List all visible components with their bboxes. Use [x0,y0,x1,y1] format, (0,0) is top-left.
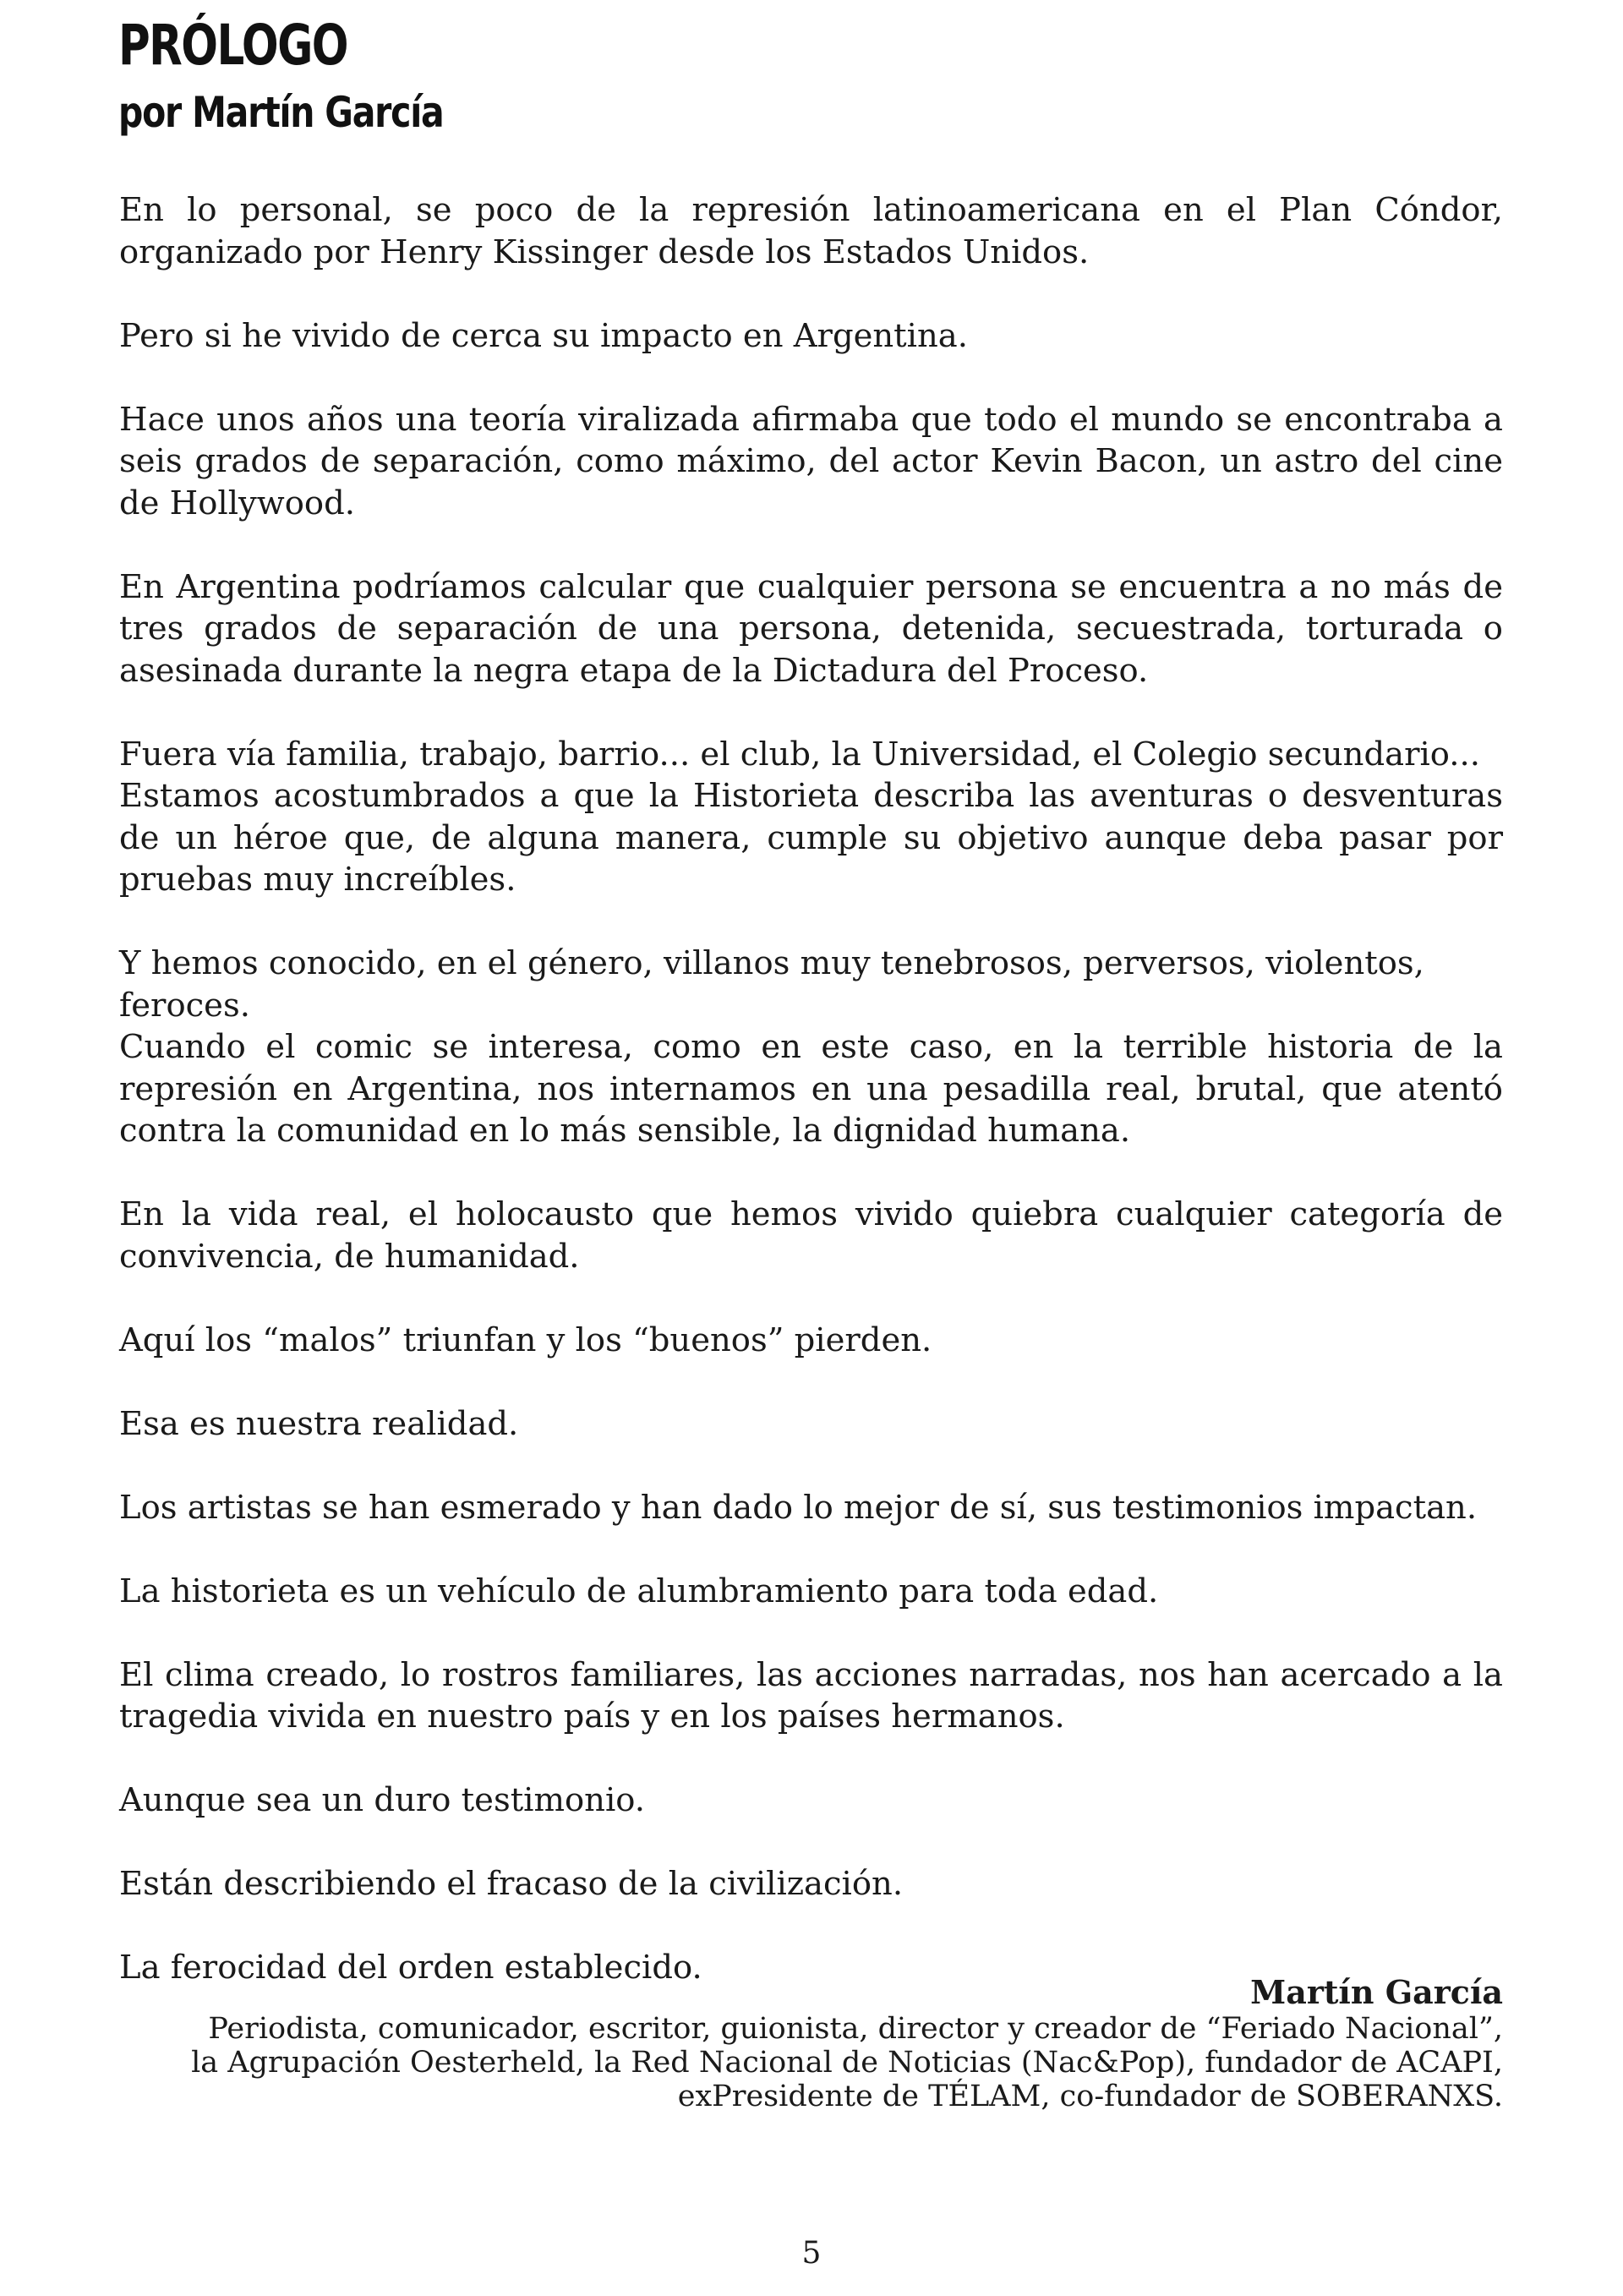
paragraph-12: Los artistas se han esmerado y han dado lo mejor de sí, sus testimonios impactan. [119,1488,1478,1527]
paragraph-3: Hace unos años una teoría viralizada afirmaba que todo el mundo se encontraba a seis grados de separación, como máximo, del actor Kevin Bacon, un astro del cine de Hollywood. [119,400,1503,522]
paragraph-11: Esa es nuestra realidad. [119,1404,519,1443]
paragraph-10: Aquí los “malos” triunfan y los “buenos” pierden. [119,1320,932,1359]
signature-bio-line-2: la Agrupación Oesterheld, la Red Nacional de Noticias (Nac&Pop), fundador de ACAPI, [191,2046,1503,2080]
paragraph-4: En Argentina podríamos calcular que cualquier persona se encuentra a no más de tres grados de separación de una persona, detenida, secuestrada, torturada o asesinada durante la negra etapa de la Dictadura del Proceso. [119,567,1503,690]
paragraph-14: El clima creado, lo rostros familiares, las acciones narradas, nos han acercado a la tragedia vivida en nuestro país y en los países hermanos. [119,1655,1503,1736]
paragraph-17: La ferocidad del orden establecido. [119,1949,702,1987]
signature-name: Martín García [1250,1973,1503,2011]
paragraph-6: Estamos acostumbrados a que la Historieta describa las aventuras o desventuras de un héroe que, de alguna manera, cumple su objetivo aunque deba pasar por pruebas muy increíbles. [119,777,1503,899]
paragraph-16: Están describiendo el fracaso de la civilización. [119,1865,904,1903]
paragraph-7: Y hemos conocido, en el género, villanos muy tenebrosos, perversos, violentos, feroces. [119,944,1424,1025]
paragraph-15: Aunque sea un duro testimonio. [119,1781,646,1819]
paragraph-2: Pero si he vivido de cerca su impacto en Argentina. [119,316,968,355]
page-subtitle: por Martín García [118,88,444,137]
paragraph-1: En lo personal, se poco de la represión latinoamericana en el Plan Cóndor, organizado por Henry Kissinger desde los Estados Unidos. [119,191,1503,271]
paragraph-13: La historieta es un vehículo de alumbramiento para toda edad. [119,1572,1159,1610]
page-title: PRÓLOGO [118,13,347,78]
paragraph-9: En la vida real, el holocausto que hemos vivido quiebra cualquier categoría de convivencia, de humanidad. [119,1195,1503,1276]
paragraph-8: Cuando el comic se interesa, como en este caso, en la terrible historia de la represión en Argentina, nos internamos en una pesadilla real, brutal, que atentó contra la comunidad en lo más sensible, la dignidad humana. [119,1028,1503,1150]
signature-bio-line-1: Periodista, comunicador, escritor, guionista, director y creador de “Feriado Nacional”, [208,2012,1503,2046]
page-number: 5 [801,2236,822,2271]
paragraph-5: Fuera vía familia, trabajo, barrio... el club, la Universidad, el Colegio secundario... [119,735,1481,774]
prologue-body [119,189,1503,2031]
author-signature [66,1973,1503,2113]
signature-bio-line-3: exPresidente de TÉLAM, co-fundador de SOBERANXS. [677,2080,1503,2113]
